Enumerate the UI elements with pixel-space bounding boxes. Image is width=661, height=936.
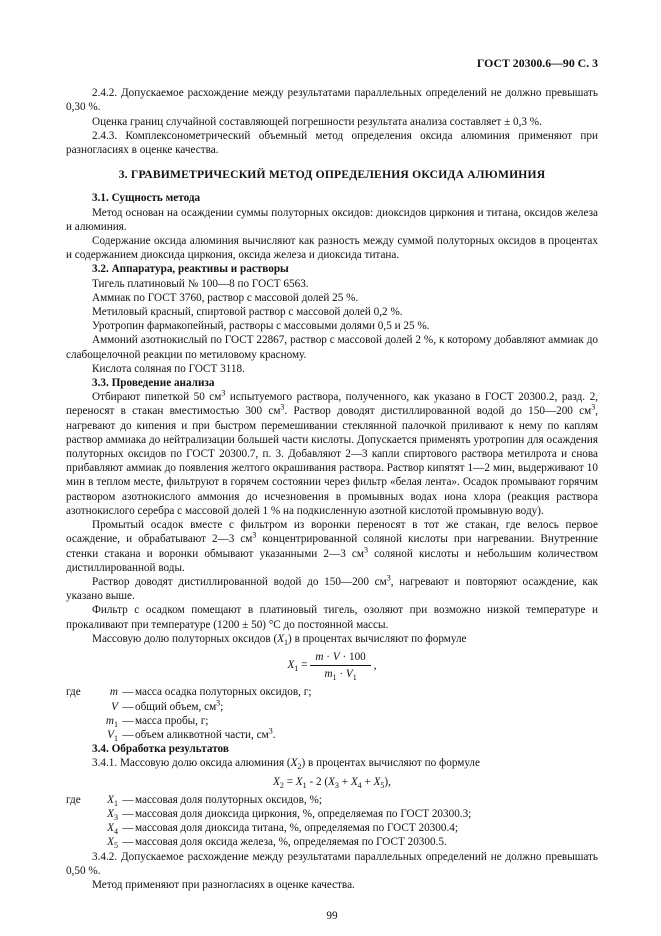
subsection-heading: 3.4. Обработка результатов: [92, 743, 229, 756]
definition-variable: $X_4$: [107, 822, 118, 837]
section-heading: 3. ГРАВИМЕТРИЧЕСКИЙ МЕТОД ОПРЕДЕЛЕНИЯ ОКСИДА АЛЮМИНИЯ: [118, 168, 546, 182]
paragraph: Содержание оксида алюминия вычисляют как разность между суммой полуторных оксидов в процентах и содержанием диоксида циркония, оксида железа и диоксида титана.: [66, 235, 598, 262]
doc-reference-header: ГОСТ 20300.6—90 С. 3: [476, 56, 598, 70]
definition-intro: [66, 807, 94, 821]
paragraph: Уротропин фармакопейный, растворы с массовыми долями 0,5 и 25 %.: [92, 320, 430, 333]
definition-list: [66, 793, 598, 850]
definition-description: объем аликвотной части, $см^3$.: [135, 726, 276, 741]
definition-description: масса осадка полуторных оксидов, г;: [135, 686, 312, 699]
definition-description: общий объем, $см^3$;: [135, 697, 224, 713]
definition-row: [66, 697, 598, 714]
definition-variable: $V_1$: [107, 728, 118, 744]
definition-dash: —: [122, 793, 134, 806]
formula-lhs: $X_1$ =: [287, 659, 308, 674]
definition-dash: —: [122, 700, 134, 713]
definition-row: [66, 793, 598, 807]
formula-tail: ,: [373, 659, 377, 672]
definition-description: массовая доля диоксида титана, %, определяемая по ГОСТ 20300.4;: [135, 822, 458, 835]
definition-variable: V: [111, 700, 118, 713]
formula: [66, 650, 598, 681]
definition-intro: [66, 821, 94, 835]
definition-variable: $X_5$: [107, 836, 118, 851]
formula: $X_2 = X_1 - 2$ $(X_3 + X_4 + X_5)$,: [273, 775, 391, 790]
definition-description: массовая доля полуторных оксидов, %;: [135, 793, 322, 806]
definition-dash: —: [122, 807, 134, 820]
document-body: [66, 86, 598, 892]
paragraph: Метиловый красный, спиртовой раствор с массовой долей 0,2 %.: [92, 306, 403, 319]
definition-dash: —: [122, 822, 134, 835]
paragraph: 3.4.1. Массовую долю оксида алюминия $(X_2)$ в процентах вычисляют по формуле: [92, 757, 480, 772]
definition-intro: [66, 700, 94, 714]
definition-intro: [66, 835, 94, 849]
paragraph: 3.4.2. Допускаемое расхождение между результатами параллельных определений не должно превышать 0,50 %.: [66, 850, 598, 877]
paragraph: Кислота соляная по ГОСТ 3118.: [92, 362, 245, 375]
paragraph: Аммиак по ГОСТ 3760, раствор с массовой долей 25 %.: [92, 291, 359, 304]
paragraph: Оценка границ случайной составляющей погрешности результата анализа составляет ± 0,3 %.: [92, 115, 542, 128]
paragraph: Метод основан на осаждении суммы полуторных оксидов: диоксидов циркония и титана, оксидов железа и алюминия.: [66, 206, 598, 233]
definition-row: [66, 714, 598, 728]
paragraph: Раствор доводят дистиллированной водой до 150—200 $см^3$, нагревают и повторяют осаждение, как указано выше.: [66, 573, 598, 603]
subsection-heading: 3.3. Проведение анализа: [92, 377, 215, 390]
paragraph: 2.4.2. Допускаемое расхождение между результатами параллельных определений не должно превышать 0,30 %.: [66, 87, 598, 114]
definition-intro: [66, 714, 94, 728]
definition-description: массовая доля диоксида циркония, %, определяемая по ГОСТ 20300.3;: [135, 807, 472, 820]
paragraph: Отбирают пипеткой 50 $см^3$ испытуемого раствора, полученного, как указано в ГОСТ 20300.2, разд. 2, переносят в стакан вместимостью 300 $см^3$. Раствор доводят дистиллированной водой до 150—200 $см^3$, нагревают до кипения и при быстром перемешивании стеклянной палочкой приливают к нему по каплям раствор аммиака до нейтрализации большей части кислоты. Допускается применять уротропин для осаждения полуторных оксидов по ГОСТ 20300.7, п. 3. Добавляют 2—3 капли спиртового раствора метилрота и снова прибавляют аммиак до появления желтого окрашивания раствора. Раствор кипятят 1—2 мин, выдерживают 10 мин в теплом месте, фильтруют в горячем состоянии через фильтр «белая лента». Осадок промывают горячим раствором азотнокислого аммония до исчезновения в промывных водах иона хлора (реакция раствора азотнокислого серебра с массовой долей 1 % на подкисленную азотной кислотой промывную воду).: [66, 388, 598, 517]
definition-intro: [66, 728, 94, 742]
definition-row: [66, 835, 598, 849]
definition-dash: —: [122, 714, 134, 727]
definition-variable: $X_3$: [107, 807, 118, 823]
subsection-heading: 3.2. Аппаратура, реактивы и растворы: [92, 263, 289, 276]
definition-intro: где: [66, 686, 81, 699]
paragraph: Тигель платиновый № 100—8 по ГОСТ 6563.: [92, 277, 309, 290]
paragraph: Аммоний азотнокислый по ГОСТ 22867, раствор с массовой долей 2 %, к которому добавляют аммиак до слабощелочной реакции по метиловому красному.: [66, 334, 598, 361]
fraction-numerator: m · V · 100: [310, 650, 370, 666]
definition-dash: —: [122, 836, 134, 849]
definition-row: [66, 685, 598, 699]
definition-dash: —: [122, 686, 134, 699]
definition-row: [66, 807, 598, 821]
definition-list: [66, 685, 598, 742]
definition-row: [66, 728, 598, 742]
fraction-denominator: $m_1 \cdot V_1$: [324, 668, 357, 683]
page-number: 99: [326, 910, 338, 923]
definition-description: массовая доля оксида железа, %, определяемая по ГОСТ 20300.5.: [135, 836, 447, 849]
definition-variable: $m_1$: [105, 714, 118, 729]
definition-row: [66, 821, 598, 835]
subsection-heading: 3.1. Сущность метода: [92, 192, 201, 205]
paragraph: Массовую долю полуторных оксидов $(X_1)$ в процентах вычисляют по формуле: [92, 632, 467, 647]
paragraph: Фильтр с осадком помещают в платиновый тигель, озоляют при возможно низкой температуре и прокаливают при температуре (1200 ± 50) °С до постоянной массы.: [66, 604, 598, 631]
paragraph: 2.4.3. Комплексонометрический объемный метод определения оксида алюминия применяют при разногласиях в оценке качества.: [66, 129, 598, 157]
paragraph: Метод применяют при разногласиях в оценке качества.: [92, 878, 355, 891]
definition-intro: где: [66, 793, 81, 806]
definition-description: масса пробы, г;: [135, 714, 209, 727]
definition-variable: $X_1$: [107, 793, 118, 808]
definition-variable: m: [109, 686, 118, 699]
definition-dash: —: [122, 728, 134, 741]
paragraph: Промытый осадок вместе с фильтром из воронки переносят в тот же стакан, где велось первое осаждение, и обрабатывают 2—3 $см^3$ концентрированной соляной кислоты при нагревании. Внутренние стенки стакана и воронки обмывают указанными 2—3 $см^3$ соляной кислоты и небольшим количеством дистиллированной воды.: [66, 519, 598, 574]
fraction: [310, 650, 370, 681]
